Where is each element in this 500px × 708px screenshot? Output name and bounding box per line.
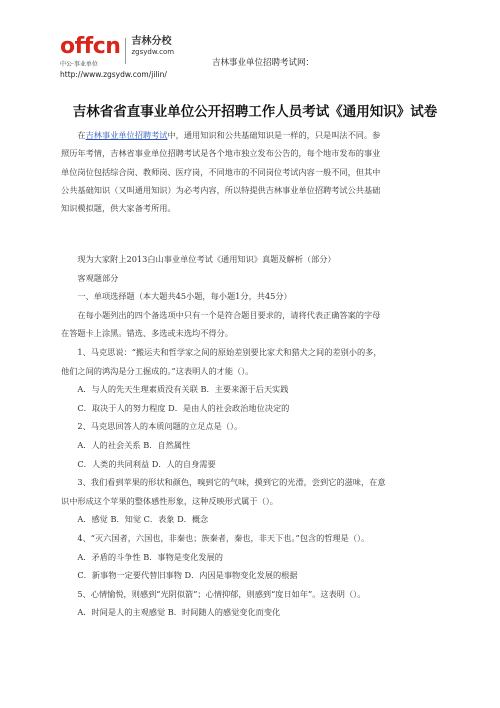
intro-line [61, 126, 439, 144]
logo-divider [125, 38, 126, 64]
intro-line: 单位岗位包括综合岗、教师岗、医疗岗，不同地市的不同岗位考试内容一般不同，但其中 [61, 166, 381, 177]
section-heading: 一、单项选择题（本大题共45小题，每小题1分，共45分） [77, 291, 292, 302]
intro-line: 知识模拟题，供大家备考所用。 [61, 203, 176, 214]
logo-side [131, 36, 174, 57]
option-line: A．与人的先天生理素质没有关联 B．主要来源于后天实践 [77, 384, 289, 395]
intro-line: 公共基础知识（又叫通用知识）为必考内容，所以特提供吉林事业单位招聘考试公共基础 [61, 184, 381, 195]
option-line: A．感觉 B．知觉 C．表象 D．概念 [77, 514, 209, 525]
section-intro: 现为大家附上2013白山事业单位考试《通用知识》真题及解析（部分） [77, 254, 336, 264]
intro-line: 照历年考情，吉林省事业单位招聘考试是各个地市独立发布公告的，每个地市发布的事业 [61, 148, 381, 159]
option-line: A．时间是人的主观感觉 B．时间随人的感觉变化而变化 [77, 607, 281, 618]
option-line: C．人类的共同利益 D．人的自身需要 [77, 458, 216, 469]
section-heading: 客观题部分 [77, 272, 119, 283]
instructions-line: 在答题卡上涂黑。错选、多选或未选均不得分。 [61, 328, 233, 339]
question-line: 4、“灭六国者，六国也，非秦也；族秦者，秦也，非天下也。”包含的哲理是（）。 [77, 532, 370, 543]
intro-prefix: 在 [77, 130, 86, 140]
option-line: A．人的社会关系 B．自然属性 [77, 439, 191, 450]
exam-link[interactable]: 吉林事业单位招聘考试 [85, 130, 168, 140]
question-line: 他们之间的鸿沟是分工掘成的。”这表明人的才能（）。 [61, 365, 254, 376]
question-line: 3、我们看到苹果的形状和颜色，嗅到它的气味，摸到它的光滑，尝到它的滋味，在意 [77, 477, 386, 488]
logo-brand: 吉林分校 [131, 36, 172, 47]
option-line: C．取决于人的努力程度 D．是由人的社会政治地位决定的 [77, 402, 290, 413]
question-line: 1、马克思说：“搬运夫和哲学家之间的原始差别要比家犬和猎犬之间的差别小的多， [77, 346, 382, 357]
document-title: 吉林省省直事业单位公开招聘工作人员考试《通用知识》试卷 [72, 104, 438, 120]
instructions-line: 在每小题列出的四个备选项中只有一个是符合题目要求的，请将代表正确答案的字母 [77, 309, 381, 320]
page-header [60, 36, 460, 86]
intro-paragraph [61, 126, 439, 217]
logo-word: offcn [60, 34, 121, 59]
logo-domain: zgsydw.com [131, 48, 175, 56]
header-site-text: 吉林事业单位招聘考试网： [212, 58, 315, 68]
option-line: C．新事物一定要代替旧事物 D．内因是事物变化发展的根据 [77, 570, 298, 581]
logo-subtitle: 中公·事业单位 [60, 61, 98, 68]
question-line: 5、心情愉悦，则感到“光阴似箭”；心情抑郁，则感到“度日如年”。这表明（）。 [77, 588, 366, 599]
question-line: 识中形成这个苹果的整体感性形象，这种反映形式属于（）。 [61, 495, 278, 506]
exam-content [61, 250, 439, 622]
logo-mark [60, 36, 120, 68]
option-line: A．矛盾的斗争性 B．事物是变化发展的 [77, 551, 223, 562]
intro-suffix: 中，通用知识和公共基础知识是一样的，只是叫法不同。参 [167, 130, 381, 140]
header-url[interactable]: http://www.zgsydw.com/jilin/ [60, 70, 167, 79]
question-line: 2、马克思回答人的本质问题的立足点是（）。 [77, 421, 243, 432]
